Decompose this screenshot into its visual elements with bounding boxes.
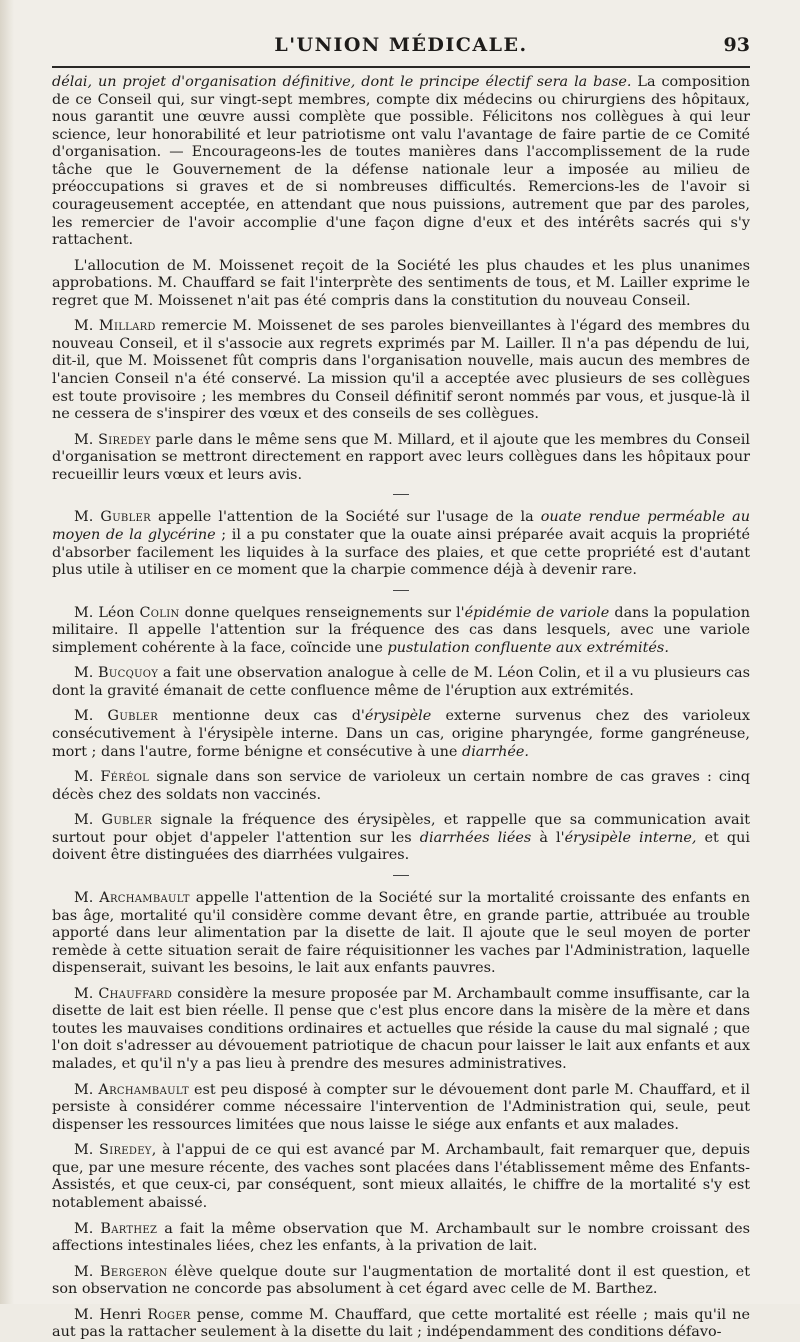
paragraph-text: a fait une observation analogue à celle de M. Léon Colin, et il a vu plusieurs cas dont la gravité émanait de cette confluence même de l'éruption aux extrémités. bbox=[52, 665, 750, 699]
page-number: 93 bbox=[723, 34, 750, 56]
paragraph-text: dans la population militaire. Il appelle l'attention sur la fréquence des cas dans lesquels, avec une variole simplement cohérente à la face, coïncide une bbox=[52, 604, 750, 656]
paragraph-text: M. bbox=[74, 318, 99, 335]
speaker-name: Gubler bbox=[100, 509, 151, 526]
paragraph-text: pense, comme M. Chauffard, que cette mortalité est réelle ; mais qu'il ne aut pas la rattacher seulement à la disette du lait ; indépendamment des conditions défavo- bbox=[52, 1306, 750, 1341]
paragraph bbox=[52, 1142, 750, 1212]
paragraph bbox=[52, 1307, 750, 1342]
section-separator bbox=[393, 494, 409, 495]
paragraph bbox=[52, 605, 750, 658]
paragraph bbox=[52, 665, 750, 700]
italic-text: érysipèle interne, bbox=[564, 829, 697, 846]
paragraph-text: , à l'appui de ce qui est avancé par M. Archambault, fait remarquer que, depuis que, par une mesure récente, des vaches sont placées dans l'établissement même des Enfants-Assistés, et que ceux-ci, par conséquent, sont mieux allaités, le chiffre de la mortalité s'y est notablement abaissé. bbox=[52, 1142, 750, 1211]
italic-text: diarrhées liées bbox=[419, 829, 532, 846]
paragraph-text: M. bbox=[74, 769, 101, 786]
paragraph-text: M. bbox=[74, 509, 101, 526]
paragraph bbox=[52, 769, 750, 804]
paragraph-text: M. bbox=[74, 985, 99, 1002]
paragraph-text: appelle l'attention de la Société sur la mortalité croissante des enfants en bas âge, mortalité qu'il considère comme devant être, en grande partie, attribuée au trouble apporté dans leur alimentation par la disette de lait. Il ajoute que le seul moyen de porter remède à cette situation serait de faire réquisitionner les vaches par l'Administration, laquelle dispenserait, suivant les besoins, le lait aux enfants pauvres. bbox=[52, 889, 750, 977]
paragraph bbox=[52, 986, 750, 1074]
speaker-name: Siredey bbox=[99, 1142, 152, 1159]
italic-text: diarrhée. bbox=[461, 743, 530, 760]
paragraph-text: donne quelques renseignements sur l' bbox=[179, 604, 465, 621]
speaker-name: Chauffard bbox=[98, 985, 173, 1002]
paragraph bbox=[52, 1082, 750, 1135]
paragraph-text: mentionne deux cas d' bbox=[158, 708, 365, 725]
article-body bbox=[52, 74, 750, 1342]
italic-text: ouate rendue perméable au moyen de la glycérine bbox=[52, 509, 750, 543]
paragraph-text: M. bbox=[74, 812, 102, 829]
italic-text: pustulation confluente aux extrémités. bbox=[387, 639, 669, 656]
paragraph-text: M. bbox=[74, 1081, 99, 1098]
speaker-name: Archambault bbox=[99, 889, 190, 906]
running-title: L'UNION MÉDICALE. bbox=[274, 34, 528, 56]
speaker-name: Gubler bbox=[107, 708, 159, 725]
italic-text: épidémie de variole bbox=[464, 604, 610, 621]
paragraph-text: M. bbox=[74, 431, 99, 448]
paragraph bbox=[52, 708, 750, 761]
speaker-name: Féréol bbox=[100, 769, 150, 786]
paragraph-text: L'allocution de M. Moissenet reçoit de la Société les plus chaudes et les plus unanimes approbations. M. Chauffard se fait l'interprète des sentiments de tous, et M. Lailler exprime le regret que M. Moissenet n'ait pas été compris dans la constitution du nouveau Conseil. bbox=[52, 257, 750, 309]
paragraph-text: ; il a pu constater que la ouate ainsi préparée avait acquis la propriété d'absorber facilement les liquides à la surface des plaies, et que cette propriété est d'autant plus utile à utiliser en ce moment que la charpie commence déjà à devenir rare. bbox=[52, 526, 750, 579]
paragraph bbox=[52, 318, 750, 423]
paragraph bbox=[52, 258, 750, 311]
paragraph bbox=[52, 74, 750, 250]
paragraph-text: M. bbox=[74, 889, 100, 906]
speaker-name: Archambault bbox=[98, 1081, 189, 1098]
section-separator bbox=[393, 590, 409, 591]
paragraph-text: parle dans le même sens que M. Millard, et il ajoute que les membres du Conseil d'organisation se mettront directement en rapport avec leurs collègues dans les hôpitaux pour recueillir leurs vœux et leurs avis. bbox=[52, 431, 751, 483]
paragraph-text: M. bbox=[74, 708, 108, 725]
page-header bbox=[52, 32, 750, 62]
speaker-name: Millard bbox=[98, 318, 156, 335]
speaker-name: Gubler bbox=[101, 812, 153, 829]
paragraph-text: M. bbox=[74, 1263, 101, 1280]
paragraph-text: signale dans son service de varioleux un certain nombre de cas graves : cinq décès chez des soldats non vaccinés. bbox=[52, 769, 750, 803]
paragraph bbox=[52, 812, 750, 865]
italic-text: délai, un projet d'organisation définitive, dont le principe électif sera la base. bbox=[52, 74, 632, 90]
section-separator bbox=[393, 875, 409, 876]
header-rule bbox=[52, 66, 750, 68]
paragraph-text: considère la mesure proposée par M. Archambault comme insuffisante, car la disette de lait est bien réelle. Il pense que c'est plus encore dans la misère de la mère et dans toutes les mauvaises conditions ordinaires et actuelles que réside la cause du mal signalé ; que l'on doit s'adresser au dévouement patriotique de chacun pour laisser le lait aux enfants et aux malades, et qu'il n'y a pas lieu à prendre des mesures administratives. bbox=[52, 985, 750, 1072]
paragraph-text: La composition de ce Conseil qui, sur vingt-sept membres, compte dix médecins ou chirurgiens des hôpitaux, nous garantit une œuvre aussi complète que possible. Félicitons nos collègues à qui leur science, leur honorabilité et leur patriotisme ont valu l'avantage de faire partie de ce Comité d'organisation. — Encourageons-les de toutes manières dans l'accomplissement de la rude tâche que le Gouvernement de la défense nationale leur a imposée au milieu de préoccupations si graves et de si nombreuses difficultés. Remercions-les de l'avoir si courageusement acceptée, en attendant que nous puissions, autrement que par des paroles, les remercier de l'avoir accomplie d'une façon digne d'eux et des intérêts sacrés qui s'y rattachent. bbox=[52, 74, 750, 249]
paragraph bbox=[52, 432, 750, 485]
page-margin-shadow bbox=[0, 0, 14, 1304]
paragraph-text: M. bbox=[74, 1220, 101, 1237]
paragraph-text: M. bbox=[74, 665, 99, 682]
paragraph-text: est peu disposé à compter sur le dévouement dont parle M. Chauffard, et il persiste à considérer comme nécessaire l'intervention de l'Administration qui, seule, peut dispenser les ressources limitées que nous laisse le siége aux enfants et aux malades. bbox=[52, 1081, 750, 1133]
paragraph bbox=[52, 509, 750, 579]
speaker-name: Barthez bbox=[100, 1220, 158, 1237]
paragraph bbox=[52, 1264, 750, 1299]
paragraph-text: à l' bbox=[531, 829, 565, 846]
paragraph-text: M. Léon bbox=[74, 604, 140, 621]
speaker-name: Roger bbox=[147, 1306, 191, 1323]
speaker-name: Siredey bbox=[98, 431, 151, 448]
paragraph-text: externe survenus chez des varioleux consécutivement à l'érysipèle interne. Dans un cas, origine pharyngée, forme gangréneuse, mort ; dans l'autre, forme bénigne et consécutive à une bbox=[52, 708, 750, 760]
paragraph bbox=[52, 890, 750, 978]
paragraph-text: remercie M. Moissenet de ses paroles bienveillantes à l'égard des membres du nouveau Conseil, et il s'associe aux regrets exprimés par M. Lailler. Il n'a pas dépendu de lui, dit-il, que M. Moissenet fût compris dans l'organisation nouvelle, mais aucun des membres de l'ancien Conseil n'a été conservé. La mission qu'il a acceptée avec plusieurs de ses collègues est toute provisoire ; les membres du Conseil définitif seront nommés par vous, et jusque-là il ne cessera de s'inspirer des vœux et des conseils de ses collègues. bbox=[52, 318, 750, 423]
paragraph-text: M. Henri bbox=[74, 1306, 148, 1323]
paragraph-text: signale la fréquence des érysipèles, et rappelle que sa communication avait surtout pour objet d'appeler l'attention sur les bbox=[52, 812, 750, 846]
paragraph-text: et qui doivent être distinguées des diarrhées vulgaires. bbox=[52, 829, 751, 864]
paragraph-text: élève quelque doute sur l'augmentation de mortalité dont il est question, et son observation ne concorde pas absolument à cet égard avec celle de M. Barthez. bbox=[52, 1263, 750, 1298]
paragraph-text: M. bbox=[74, 1142, 100, 1159]
speaker-name: Colin bbox=[139, 604, 180, 621]
paragraph-text: a fait la même observation que M. Archambault sur le nombre croissant des affections intestinales liées, chez les enfants, à la privation de lait. bbox=[52, 1220, 750, 1255]
italic-text: érysipèle bbox=[364, 708, 432, 725]
speaker-name: Bucquoy bbox=[98, 665, 159, 682]
paragraph-text: appelle l'attention de la Société sur l'usage de la bbox=[150, 509, 541, 526]
speaker-name: Bergeron bbox=[100, 1263, 168, 1280]
paragraph bbox=[52, 1221, 750, 1256]
